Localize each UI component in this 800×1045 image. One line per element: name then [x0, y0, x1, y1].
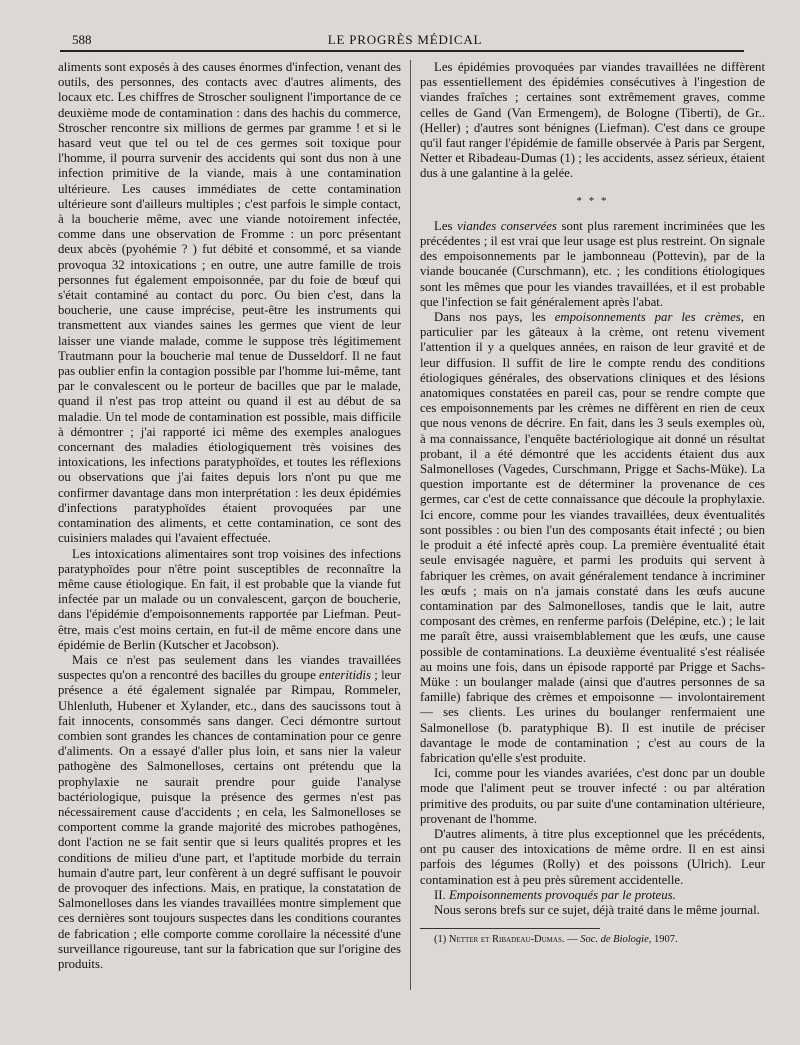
left-column [58, 60, 401, 972]
right-paragraph-3 [420, 310, 765, 766]
footnote-authors: Netter et Ribadeau-Dumas. — [448, 934, 578, 946]
right-column [420, 60, 765, 946]
page-number: 588 [72, 32, 92, 47]
running-title: LE PROGRÈS MÉDICAL [327, 32, 483, 47]
page-header [72, 28, 738, 50]
left-p3-text-b: ; leur présence a été également signalée par Rimpau, Rommeler, Uhlenluth, Hubener et Xylander, etc., dans des saucissons tout à fait innocents, consommés sans danger. Ceci démontre surtout combien sont grandes les chances de contamination pour ce genre d'aliments. On a essayé d'aller plus loin, et sans nier la valeur pathogène des Salmonelloses, certains ont prétendu que la prophylaxie ne saurait prendre pour guide l'analyse bactériologique, puisque la présence des germes n'est pas nécessairement cause d'accidents ; en cela, les Salmonelloses se comportent comme la grande majorité des microbes pathogènes, dont l'action ne se fait sentir que si leurs qualités propres et les conditions de milieu d'une part, et l'aptitude morbide du terrain humain d'autre part, leur confèrent à un degré suffisant le pouvoir de provoquer des infections. Mais, en pratique, la constatation de Salmonelloses dans les viandes travaillées montre simplement que ces dernières sont toujours suspectes dans les conditions courantes de fabrication ; elle comporte comme corollaire la nécessité d'une surveillance rigoureuse, tant sur la fabrication que sur l'origine des produits. [58, 668, 401, 971]
right-p2-text-b: sont plus rarement incriminées que les précédentes ; il est vrai que leur usage est plus restreint. On signale des empoisonnements par le jambonneau (Pottevin), par de la viande boucanée (Curschmann), etc. ; les conditions étiologiques sont les mêmes que pour les viandes travaillées, et il est probable que l'infection se fait généralement après l'abat. [420, 218, 765, 309]
footnote [420, 933, 765, 946]
right-paragraph-5: D'autres aliments, à titre plus exceptionnel que les précédents, ont pu causer des intoxications de même ordre. Il en est ainsi parfois des légumes (Rolly) et des poissons (Ulrich). Leur contamination est à peu près sûrement accidentelle. [420, 826, 765, 887]
right-paragraph-4: Ici, comme pour les viandes avariées, c'est donc par un double mode que l'aliment peut se trouver infecté : ou par altération primitive des produits, ou par suite d'une contamination ultérieure, provenant de l'homme. [420, 766, 765, 826]
right-paragraph-1: Les épidémies provoquées par viandes travaillées ne diffèrent pas essentiellement des épidémies consécutives à l'ingestion de viandes fraîches ; certaines sont extrêmement graves, comme celles de Gand (Van Ermengem), de Bologne (Tiberti), de Gr.. (Heller) ; d'autres sont bénignes (Liefman). C'est dans ce groupe qu'il faut ranger l'épidémie de famille observée à Paris par Sergent, Netter et Ribadeau-Dumas (1) ; les accidents, assez sérieux, étaient dus à une galantine à la gelée. [420, 60, 765, 181]
left-p3-italic: enteritidis [319, 668, 371, 683]
section-number: II. [434, 887, 446, 902]
left-paragraph-1: aliments sont exposés à des causes énormes d'infection, venant des outils, des personnes, des contacts avec d'autres aliments, des locaux etc. Les chiffres de Stroscher soulignent l'importance de ce deuxième mode de contamination : dans des hachis du commerce, Stroscher rencontre six millions de germes par gramme ! et si le hasard veut que tel ou tel de ces germes soit toxique pour l'homme, il pourra survenir des accidents qui sont dus non à une infection primitive de la viande, mais à une contamination ultérieure. Les causes immédiates de cette contamination ultérieure sont d'ailleurs multiples ; c'est parfois le simple contact, à la boucherie même, avec une viande notoirement infectée, comme dans une observation de Fromme : un porc présentant deux abcès (pyohémie ? ) fut débité et consommé, et sa viande provoqua 32 intoxications ; en outre, une autre famille de trois personnes fut également empoisonnée, par du foie de bœuf qui s'était contaminé au contact du porc. Ou bien c'est, dans la boucherie, une cause imprécise, peut-être les instruments qui transmettent aux viandes saines les germes que vient de leur laisser une viande malade, comme le suppose très légitimement Trautmann pour la boucherie mal tenue de Dusseldorf. Il ne faut pas oublier enfin la contagion possible par l'homme lui-même, tant par le convalescent ou le porteur de bacilles que par le malade, quand il n'est pas trop atteint ou quand il est au début de sa maladie. Un tel mode de contamination est possible, mais difficile à démontrer ; j'ai rapporté ici même des exemples analogues concernant des maladies étiologiquement très voisines des intoxications, les infections paratyphoïdes, et toutes les réflexions ou observations que j'ai faites depuis lors n'ont pu que me confirmer davantage dans mon interprétation : les deux épidémies d'infections paratyphoïdes étaient provoquées par une contamination des aliments, et cette contamination, ce sont des cuisiniers malades qui l'avaient effectuée. [58, 60, 401, 546]
left-paragraph-3 [58, 653, 401, 972]
footnote-rule [420, 928, 600, 929]
right-p2-text-a: Les [434, 218, 453, 233]
left-paragraph-2: Les intoxications alimentaires sont trop voisines des infections paratyphoïdes pour n'être point susceptibles de reconnaître la même cause étiologique. En fait, il est probable que la viande fut infectée par un malade ou un convalescent, garçon de boucherie, dans l'épidémie d'empoisonnements rapportée par Liefman. Peut-être, mais c'est moins certain, en fut-il de même encore dans une épidémie de Berlin (Kutscher et Jacobson). [58, 546, 401, 652]
right-p3-italic: empoisonnements par les crèmes, [554, 310, 744, 325]
footnote-source: Soc. de Biologie, [580, 934, 652, 946]
right-p2-italic: viandes conservées [457, 218, 557, 233]
right-p3-text-b: en particulier par les gâteaux à la crème, ont retenu vivement l'attention il y a quelques années, en raison de leur gravité et de leur diffusion. Il suffit de lire le compte rendu des conditions étiologiques générales, des observations cliniques et des lésions anatomiques constatées en pareil cas, pour se rendre compte que ces empoisonnements par les crèmes ne diffèrent en rien de ceux que nous venons de décrire. En fait, dans les 3 seuls exemples où, à ma connaissance, l'enquête bactériologique ait donné un résultat probant, il a été démontré que les accidents étaient dus aux Salmonelloses (Vagedes, Curschmann, Prigge et Sachs-Müke). La question importante est de déterminer la provenance de ces germes, car c'est de cette connaissance que découle la prophylaxie. Ici encore, comme pour les viandes travaillées, deux éventualités sont possibles : ou bien l'un des composants était infecté ; ou bien le produit a été infecté après coup. La première éventualité était seule envisagée naguère, et parmi les produits qui servent à fabriquer les crèmes, on avait généralement tendance à incriminer les œufs ; mais on n'a jamais constaté dans les œufs aucune contamination par des Salmonelloses, tandis que le lait, autre composant des crèmes, en renferme parfois (Delépine, etc.) ; le lait me paraît être, aussi vraisemblablement que les œufs, une cause possible de contaminations. La deuxième éventualité s'est réalisée au moins une fois, dans un épisode rapporté par Prigge et Sachs-Müke : un boulanger malade (ainsi que d'autres personnes de sa famille) fabrique des crèmes et empoisonne — involontairement — ses clients. Les urines du boulanger renfermaient une Salmonellose (b. paratyphique B). Il est inutile de préciser davantage le mode de contamination ; c'est au cours de la fabrication qu'elle s'est produite. [420, 310, 766, 765]
section-heading [420, 888, 765, 903]
left-p3-text-a: Mais ce n'est pas seulement dans les viandes travaillées suspectes qu'on a rencontré des bacilles du groupe [58, 652, 401, 683]
right-paragraph-2 [420, 219, 765, 310]
column-divider [410, 60, 411, 990]
section-title: Empoisonnements provoqués par le proteus. [448, 887, 676, 902]
footnote-year: 1907. [654, 934, 678, 946]
right-p3-text-a: Dans nos pays, les [434, 310, 546, 325]
section-asterism: * * * [576, 194, 609, 207]
header-rule [60, 50, 744, 52]
footnote-number: (1) [434, 934, 447, 946]
right-paragraph-6: Nous serons brefs sur ce sujet, déjà traité dans le même journal. [434, 902, 760, 917]
